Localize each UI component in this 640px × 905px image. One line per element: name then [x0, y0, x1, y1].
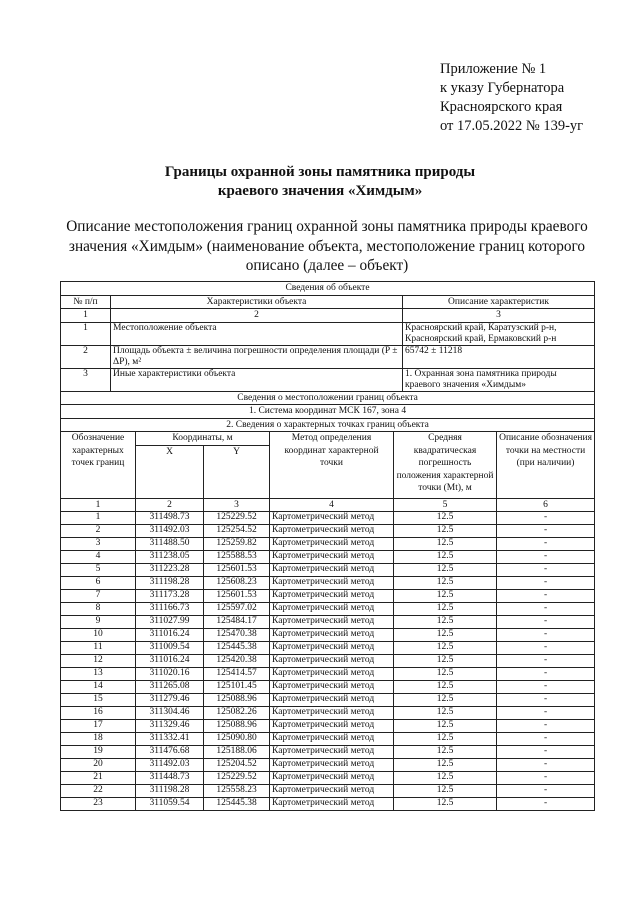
method: Картометрический метод [270, 746, 394, 759]
table-row [61, 564, 595, 577]
method: Картометрический метод [270, 551, 394, 564]
coord-y: 125588.53 [204, 551, 270, 564]
mark-description: - [497, 707, 595, 720]
mark-description: - [497, 681, 595, 694]
object-row-characteristic: Местоположение объекта [111, 322, 403, 345]
method: Картометрический метод [270, 668, 394, 681]
method: Картометрический метод [270, 759, 394, 772]
points-table-body [61, 512, 595, 811]
coord-x: 311223.28 [136, 564, 204, 577]
coord-x: 311238.05 [136, 551, 204, 564]
point-number: 4 [61, 551, 136, 564]
method: Картометрический метод [270, 577, 394, 590]
point-number: 3 [61, 538, 136, 551]
method: Картометрический метод [270, 538, 394, 551]
table-row [61, 538, 595, 551]
object-row [61, 345, 595, 368]
mean-error: 12.5 [394, 564, 497, 577]
coord-y: 125420.38 [204, 655, 270, 668]
point-number: 22 [61, 785, 136, 798]
object-section-title: Сведения об объекте [61, 282, 595, 296]
mark-description: - [497, 798, 595, 811]
appendix-block [440, 60, 583, 136]
mark-description: - [497, 603, 595, 616]
coord-y: 125470.38 [204, 629, 270, 642]
mark-description: - [497, 785, 595, 798]
table-row [61, 603, 595, 616]
object-row-characteristic: Иные характеристики объекта [111, 368, 403, 391]
point-number: 5 [61, 564, 136, 577]
coord-x: 311304.46 [136, 707, 204, 720]
mean-error: 12.5 [394, 629, 497, 642]
appendix-line: от 17.05.2022 № 139-уг [440, 118, 584, 134]
points-table [60, 391, 595, 812]
col-header-description: Описание характеристик [403, 295, 595, 309]
point-number: 20 [61, 759, 136, 772]
coord-y: 125445.38 [204, 798, 270, 811]
point-number: 18 [61, 733, 136, 746]
point-number: 21 [61, 772, 136, 785]
point-number: 1 [61, 512, 136, 525]
table-row [61, 707, 595, 720]
coord-y: 125558.23 [204, 785, 270, 798]
coord-x: 311492.03 [136, 759, 204, 772]
object-row-description: 1. Охранная зона памятника природы краевого значения «Химдым» [403, 368, 595, 391]
table-row [61, 798, 595, 811]
coord-y: 125088.96 [204, 694, 270, 707]
coord-y: 125101.45 [204, 681, 270, 694]
method: Картометрический метод [270, 681, 394, 694]
point-number: 11 [61, 642, 136, 655]
object-row-num: 3 [61, 368, 111, 391]
col-index: 3 [403, 309, 595, 323]
coord-x: 311009.54 [136, 642, 204, 655]
coord-x: 311265.08 [136, 681, 204, 694]
table-row [61, 512, 595, 525]
mark-description: - [497, 629, 595, 642]
coord-y: 125414.57 [204, 668, 270, 681]
point-number: 8 [61, 603, 136, 616]
method: Картометрический метод [270, 629, 394, 642]
mark-description: - [497, 694, 595, 707]
method: Картометрический метод [270, 655, 394, 668]
mean-error: 12.5 [394, 616, 497, 629]
method: Картометрический метод [270, 642, 394, 655]
mean-error: 12.5 [394, 655, 497, 668]
point-number: 12 [61, 655, 136, 668]
col-header-x: X [136, 445, 204, 498]
col-index: 5 [394, 498, 497, 512]
point-number: 13 [61, 668, 136, 681]
mean-error: 12.5 [394, 772, 497, 785]
method: Картометрический метод [270, 720, 394, 733]
coord-x: 311488.50 [136, 538, 204, 551]
table-row [61, 759, 595, 772]
mean-error: 12.5 [394, 668, 497, 681]
method: Картометрический метод [270, 603, 394, 616]
mark-description: - [497, 538, 595, 551]
table-row [61, 720, 595, 733]
point-number: 19 [61, 746, 136, 759]
point-number: 14 [61, 681, 136, 694]
col-header-y: Y [204, 445, 270, 498]
coord-y: 125601.53 [204, 564, 270, 577]
coord-x: 311492.03 [136, 525, 204, 538]
document-title [0, 163, 640, 201]
coord-x: 311448.73 [136, 772, 204, 785]
coord-y: 125608.23 [204, 577, 270, 590]
coord-y: 125597.02 [204, 603, 270, 616]
description-line-3: описано (далее – объект) [245, 257, 409, 274]
points-section-title: 2. Сведения о характерных точках границ объекта [61, 418, 595, 432]
table-row [61, 746, 595, 759]
col-header-point: Обозначение характерных точек границ [61, 432, 136, 499]
mean-error: 12.5 [394, 603, 497, 616]
point-number: 7 [61, 590, 136, 603]
col-header-characteristic: Характеристики объекта [111, 295, 403, 309]
point-number: 6 [61, 577, 136, 590]
col-header-num: № п/п [61, 295, 111, 309]
coord-x: 311279.46 [136, 694, 204, 707]
point-number: 10 [61, 629, 136, 642]
mean-error: 12.5 [394, 590, 497, 603]
col-index: 1 [61, 498, 136, 512]
coord-y: 125229.52 [204, 772, 270, 785]
mean-error: 12.5 [394, 538, 497, 551]
object-row-description: 65742 ± 11218 [403, 345, 595, 368]
mark-description: - [497, 551, 595, 564]
mark-description: - [497, 668, 595, 681]
appendix-line: к указу Губернатора [440, 80, 565, 96]
mean-error: 12.5 [394, 512, 497, 525]
table-row [61, 785, 595, 798]
table-row [61, 642, 595, 655]
col-header-coordinates: Координаты, м [136, 432, 270, 446]
coord-y: 125445.38 [204, 642, 270, 655]
mean-error: 12.5 [394, 525, 497, 538]
mark-description: - [497, 772, 595, 785]
coord-y: 125088.96 [204, 720, 270, 733]
method: Картометрический метод [270, 525, 394, 538]
mark-description: - [497, 577, 595, 590]
table-row [61, 681, 595, 694]
coord-x: 311027.99 [136, 616, 204, 629]
coord-x: 311198.28 [136, 785, 204, 798]
method: Картометрический метод [270, 590, 394, 603]
mean-error: 12.5 [394, 759, 497, 772]
method: Картометрический метод [270, 707, 394, 720]
method: Картометрический метод [270, 798, 394, 811]
coord-x: 311016.24 [136, 629, 204, 642]
point-number: 17 [61, 720, 136, 733]
coord-x: 311498.73 [136, 512, 204, 525]
table-row [61, 694, 595, 707]
coord-y: 125254.52 [204, 525, 270, 538]
location-section-title: Сведения о местоположении границ объекта [61, 391, 595, 405]
coord-x: 311198.28 [136, 577, 204, 590]
object-row [61, 368, 595, 391]
point-number: 2 [61, 525, 136, 538]
coord-x: 311476.68 [136, 746, 204, 759]
title-line-2: краевого значения «Химдым» [217, 183, 423, 199]
col-index: 6 [497, 498, 595, 512]
mark-description: - [497, 525, 595, 538]
point-number: 15 [61, 694, 136, 707]
col-header-method: Метод определения координат характерной точки [270, 432, 394, 499]
mean-error: 12.5 [394, 694, 497, 707]
col-index: 4 [270, 498, 394, 512]
method: Картометрический метод [270, 733, 394, 746]
table-row [61, 733, 595, 746]
method: Картометрический метод [270, 616, 394, 629]
coord-x: 311329.46 [136, 720, 204, 733]
coordinate-system: 1. Система координат МСК 167, зона 4 [61, 405, 595, 419]
object-info-table [60, 281, 595, 392]
appendix-line: Красноярского края [440, 99, 563, 115]
object-row-num: 2 [61, 345, 111, 368]
col-index: 2 [136, 498, 204, 512]
mark-description: - [497, 616, 595, 629]
coord-y: 125259.82 [204, 538, 270, 551]
col-header-error: Средняя квадратическая погрешность положения характерной точки (Mt), м [394, 432, 497, 499]
col-index: 2 [111, 309, 403, 323]
mean-error: 12.5 [394, 733, 497, 746]
coord-x: 311059.54 [136, 798, 204, 811]
table-row [61, 655, 595, 668]
point-number: 16 [61, 707, 136, 720]
coord-x: 311016.24 [136, 655, 204, 668]
table-row [61, 551, 595, 564]
coord-y: 125204.52 [204, 759, 270, 772]
mean-error: 12.5 [394, 551, 497, 564]
appendix-line: Приложение № 1 [440, 61, 547, 77]
mean-error: 12.5 [394, 785, 497, 798]
mark-description: - [497, 759, 595, 772]
col-header-mark: Описание обозначения точки на местности (при наличии) [497, 432, 595, 499]
coord-x: 311166.73 [136, 603, 204, 616]
table-row [61, 577, 595, 590]
description-line-2: значения «Химдым» (наименование объекта, местоположение границ которого [68, 237, 586, 255]
point-number: 9 [61, 616, 136, 629]
method: Картометрический метод [270, 512, 394, 525]
mark-description: - [497, 720, 595, 733]
mean-error: 12.5 [394, 642, 497, 655]
mean-error: 12.5 [394, 746, 497, 759]
coord-y: 125082.26 [204, 707, 270, 720]
method: Картометрический метод [270, 772, 394, 785]
object-row-characteristic: Площадь объекта ± величина погрешности определения площади (P ± ΔP), м² [111, 345, 403, 368]
table-row [61, 772, 595, 785]
coord-y: 125484.17 [204, 616, 270, 629]
coord-y: 125229.52 [204, 512, 270, 525]
point-number: 23 [61, 798, 136, 811]
mark-description: - [497, 733, 595, 746]
table-row [61, 616, 595, 629]
table-row [61, 525, 595, 538]
coord-x: 311020.16 [136, 668, 204, 681]
object-row [61, 322, 595, 345]
coord-y: 125188.06 [204, 746, 270, 759]
table-row [61, 668, 595, 681]
coord-x: 311332.41 [136, 733, 204, 746]
mark-description: - [497, 512, 595, 525]
mean-error: 12.5 [394, 720, 497, 733]
object-row-description: Красноярский край, Каратузский р-н, Красноярский край, Ермаковский р-н [403, 322, 595, 345]
document-description [60, 217, 594, 276]
description-line-1: Описание местоположения границ охранной зоны памятника природы краевого [66, 218, 588, 235]
col-index: 1 [61, 309, 111, 323]
mark-description: - [497, 564, 595, 577]
mark-description: - [497, 590, 595, 603]
title-line-1: Границы охранной зоны памятника природы [164, 164, 476, 180]
mean-error: 12.5 [394, 681, 497, 694]
mark-description: - [497, 642, 595, 655]
table-row [61, 590, 595, 603]
coord-y: 125601.53 [204, 590, 270, 603]
table-row [61, 629, 595, 642]
coord-x: 311173.28 [136, 590, 204, 603]
mean-error: 12.5 [394, 707, 497, 720]
method: Картометрический метод [270, 785, 394, 798]
object-row-num: 1 [61, 322, 111, 345]
mean-error: 12.5 [394, 577, 497, 590]
col-index: 3 [204, 498, 270, 512]
method: Картометрический метод [270, 564, 394, 577]
mark-description: - [497, 746, 595, 759]
mark-description: - [497, 655, 595, 668]
coord-y: 125090.80 [204, 733, 270, 746]
object-table-container [60, 281, 594, 811]
method: Картометрический метод [270, 694, 394, 707]
mean-error: 12.5 [394, 798, 497, 811]
